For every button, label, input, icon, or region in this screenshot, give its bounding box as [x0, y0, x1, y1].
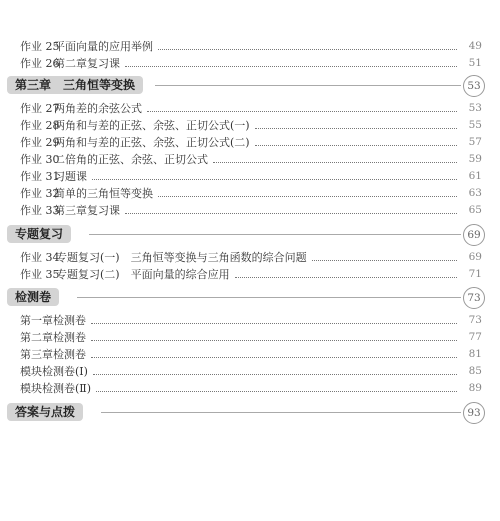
entry-title: 模块检测卷(Ⅰ): [20, 365, 88, 378]
toc-entry-29[interactable]: [20, 134, 482, 150]
section-page: 53: [463, 75, 485, 97]
section-answers[interactable]: [7, 402, 485, 424]
dot-leader: [255, 128, 457, 129]
entry-number: 作业 35: [20, 268, 60, 281]
entry-title: 第二章复习课: [54, 57, 120, 70]
entry-title: 模块检测卷(Ⅱ): [20, 382, 92, 395]
dot-leader: [91, 340, 457, 341]
section-tests[interactable]: [7, 287, 485, 309]
entry-title: 习题课: [54, 170, 87, 183]
entry-page: 51: [468, 57, 482, 69]
entry-page: 59: [468, 153, 482, 165]
section-rule: [89, 234, 461, 235]
entry-number: 作业 25: [20, 40, 60, 53]
entry-page: 69: [468, 251, 482, 263]
section-page: 69: [463, 224, 485, 246]
toc-entry-31[interactable]: [20, 168, 482, 184]
section-rule: [77, 297, 461, 298]
entry-title: 第三章复习课: [54, 204, 120, 217]
toc-entry-module-test-1[interactable]: [20, 363, 482, 379]
dot-leader: [91, 323, 457, 324]
toc-entry-34[interactable]: [20, 249, 482, 265]
entry-number: 作业 30: [20, 153, 60, 166]
dot-leader: [213, 162, 457, 163]
toc-entry-33[interactable]: [20, 202, 482, 218]
toc-entry-28[interactable]: [20, 117, 482, 133]
dot-leader: [125, 213, 457, 214]
entry-page: 53: [468, 102, 482, 114]
entry-number: 作业 28: [20, 119, 60, 132]
toc-entry-30[interactable]: [20, 151, 482, 167]
dot-leader: [158, 196, 457, 197]
entry-page: 73: [468, 314, 482, 326]
dot-leader: [125, 66, 457, 67]
toc-entry-27[interactable]: [20, 100, 482, 116]
entry-number: 作业 34: [20, 251, 60, 264]
toc-entry-test-3[interactable]: [20, 346, 482, 362]
entry-title: 第一章检测卷: [20, 314, 86, 327]
section-special-review[interactable]: [7, 224, 485, 246]
toc-entry-test-2[interactable]: [20, 329, 482, 345]
entry-page: 55: [468, 119, 482, 131]
entry-title: 简单的三角恒等变换: [54, 187, 153, 200]
toc-entry-25[interactable]: [20, 38, 482, 54]
dot-leader: [158, 49, 457, 50]
entry-title: 第二章检测卷: [20, 331, 86, 344]
entry-title: 平面向量的应用举例: [54, 40, 153, 53]
entry-page: 89: [468, 382, 482, 394]
entry-number: 作业 26: [20, 57, 60, 70]
entry-number: 作业 32: [20, 187, 60, 200]
dot-leader: [91, 357, 457, 358]
entry-page: 57: [468, 136, 482, 148]
entry-title: 专题复习(二) 平面向量的综合应用: [56, 268, 230, 281]
section-title: 专题复习: [7, 225, 71, 243]
entry-page: 81: [468, 348, 482, 360]
entry-page: 77: [468, 331, 482, 343]
entry-number: 作业 29: [20, 136, 60, 149]
toc-entry-35[interactable]: [20, 266, 482, 282]
entry-page: 63: [468, 187, 482, 199]
toc-entry-32[interactable]: [20, 185, 482, 201]
entry-page: 61: [468, 170, 482, 182]
dot-leader: [92, 179, 457, 180]
entry-title: 第三章检测卷: [20, 348, 86, 361]
entry-page: 49: [468, 40, 482, 52]
section-title: 答案与点拨: [7, 403, 83, 421]
section-chapter-3[interactable]: [7, 75, 485, 97]
entry-title: 两角和与差的正弦、余弦、正切公式(二): [54, 136, 250, 149]
entry-page: 71: [468, 268, 482, 280]
entry-number: 作业 31: [20, 170, 60, 183]
section-page: 73: [463, 287, 485, 309]
section-rule: [101, 412, 461, 413]
dot-leader: [255, 145, 457, 146]
section-title: 第三章 三角恒等变换: [7, 76, 143, 94]
toc-entry-test-1[interactable]: [20, 312, 482, 328]
toc-entry-module-test-2[interactable]: [20, 380, 482, 396]
entry-title: 两角差的余弦公式: [54, 102, 142, 115]
dot-leader: [93, 374, 457, 375]
section-title: 检测卷: [7, 288, 59, 306]
entry-title: 专题复习(一) 三角恒等变换与三角函数的综合问题: [56, 251, 307, 264]
dot-leader: [312, 260, 457, 261]
entry-title: 两角和与差的正弦、余弦、正切公式(一): [54, 119, 250, 132]
entry-number: 作业 27: [20, 102, 60, 115]
dot-leader: [235, 277, 457, 278]
entry-number: 作业 33: [20, 204, 60, 217]
toc-entry-26[interactable]: [20, 55, 482, 71]
entry-page: 65: [468, 204, 482, 216]
dot-leader: [96, 391, 457, 392]
entry-page: 85: [468, 365, 482, 377]
entry-title: 二倍角的正弦、余弦、正切公式: [54, 153, 208, 166]
section-page: 93: [463, 402, 485, 424]
section-rule: [155, 85, 461, 86]
dot-leader: [147, 111, 457, 112]
